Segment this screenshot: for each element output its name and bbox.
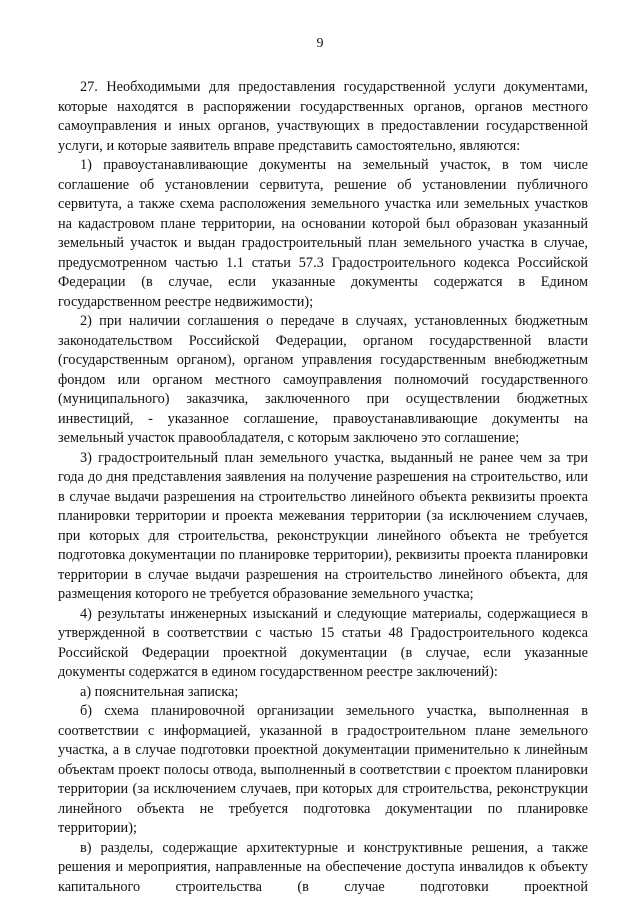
paragraph-item-4a: а) пояснительная записка; [80, 683, 239, 700]
paragraph-item-4: 4) результаты инженерных изысканий и следующие материалы, содержащиеся в утвержденной в соответствии с частью 15 статьи 48 Градостроительного кодекса Российской Федерации проектной документации (в случае, если указанные документы содержатся в едином государственном реестре заключений): [58, 605, 588, 680]
document-body [58, 78, 588, 897]
paragraph-item-4b: б) схема планировочной организации земельного участка, выполненная в соответствии с информацией, указанной в градостроительном плане земельного участка, а в случае подготовки проектной документации применительно к линейным объектам проект полосы отвода, выполненный в соответствии с проектом планировки территории (за исключением случаев, при которых для строительства, реконструкции линейного объекта не требуется подготовка документации по планировке территории); [58, 703, 588, 836]
paragraph-item-3: 3) градостроительный план земельного участка, выданный не ранее чем за три года до дня представления заявления на получение разрешения на строительство, или в случае выдачи разрешения на строительство линейного объекта реквизиты проекта планировки территории и проекта межевания территории (за исключением случаев, при которых для строительства, реконструкции линейного объекта не требуется подготовка документации по планировке территории), реквизиты проекта планировки территории в случае выдачи разрешения на строительство линейного объекта, для размещения которого не требуется образование земельного участка; [58, 449, 588, 602]
paragraph-item-4v: в) разделы, содержащие архитектурные и конструктивные решения, а также решения и мероприятия, направленные на обеспечение доступа инвалидов к объекту капитального строительства (в случае подготовки проектной [58, 839, 588, 895]
paragraph-item-1: 1) правоустанавливающие документы на земельный участок, в том числе соглашение об установлении сервитута, решение об установлении публичного сервитута, а также схема расположения земельного участка или земельных участков на кадастровом плане территории, на основании которой был образован указанный земельный участок и выдан градостроительный план земельного участка в случае, предусмотренном частью 1.1 статьи 57.3 Градостроительного кодекса Российской Федерации (в случае, если указанные документы содержатся в Едином государственном реестре недвижимости); [58, 157, 588, 310]
paragraph-item-2: 2) при наличии соглашения о передаче в случаях, установленных бюджетным законодательством Российской Федерации, органом государственной власти (государственным органом), органом управления государственным внебюджетным фондом или органом местного самоуправления полномочий государственного (муниципального) заказчика, заключенного при осуществлении бюджетных инвестиций, - указанное соглашение, правоустанавливающие документы на земельный участок правообладателя, с которым заключено это соглашение; [58, 313, 588, 446]
paragraph-27-intro: 27. Необходимыми для предоставления государственной услуги документами, которые находятся в распоряжении государственных органов, органов местного самоуправления и иных органов, участвующих в предоставлении государственной услуги, и которые заявитель вправе представить самостоятельно, являются: [58, 79, 588, 154]
page-number: 9 [316, 36, 324, 51]
